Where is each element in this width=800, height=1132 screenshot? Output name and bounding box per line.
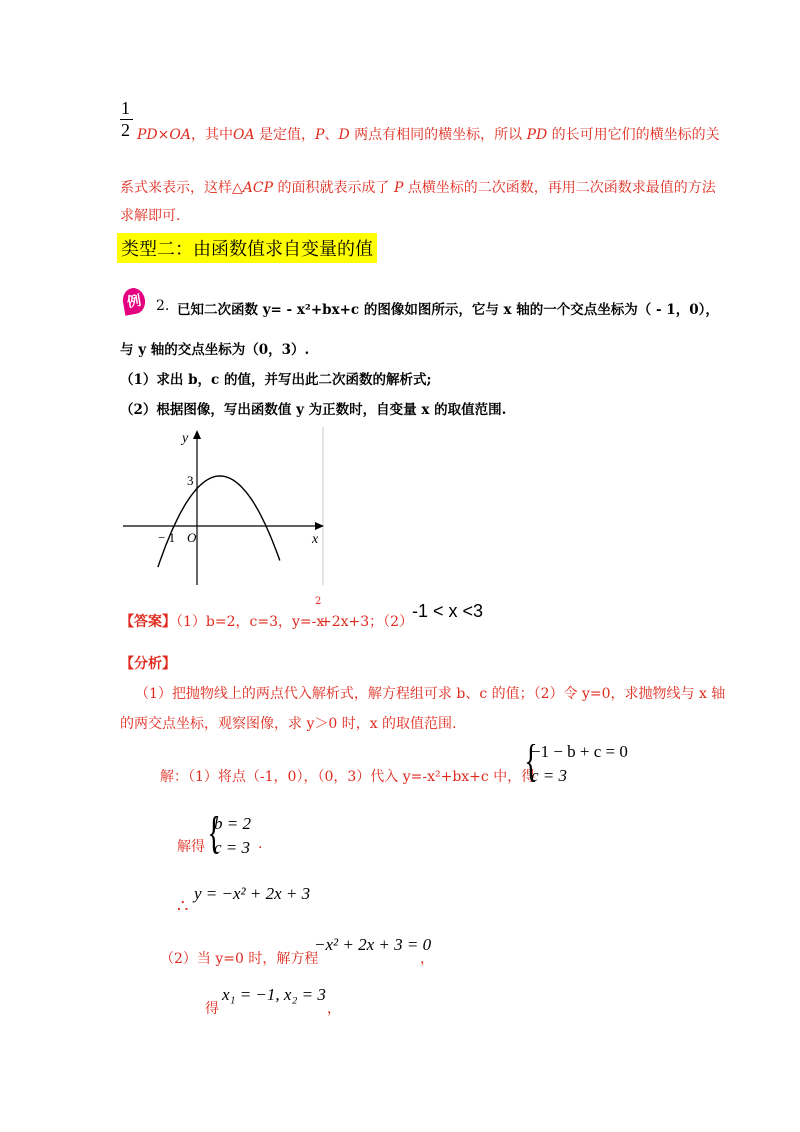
intro-line-1: [137, 124, 720, 144]
system-2-brace: {: [207, 807, 221, 858]
analysis-p2: 的两交点坐标，观察图像，求 y＞0 时，x 的取值范围.: [120, 716, 457, 732]
text: 系式来表示，这样△: [120, 180, 243, 196]
equation-3: x₁ = −1, x₂ = 3: [222, 985, 326, 1004]
x-axis-label: x: [312, 532, 319, 547]
equation-1: y = −x² + 2x + 3: [194, 884, 311, 903]
text-p: P: [315, 127, 325, 143]
text: 点横坐标的二次函数，再用二次函数求最值的方法: [403, 180, 716, 196]
section-heading: 类型二：由函数值求自变量的值: [117, 233, 377, 263]
analysis-tag: 【分析】: [120, 656, 176, 672]
intro-line-3: 求解即可.: [120, 208, 181, 224]
system-1-row-2: c = 3: [531, 766, 568, 785]
equation-2-comma: ，: [420, 951, 434, 967]
analysis-p1: （1）把抛物线上的两点代入解析式，解方程组可求 b、c 的值；（2）令 y=0，求抛物线与 x 轴: [135, 686, 726, 702]
question-2: （2）根据图像，写出函数值 y 为正数时，自变量 x 的取值范围.: [120, 402, 507, 418]
text-d: D: [338, 127, 350, 143]
system-2-period: .: [258, 836, 263, 852]
system-2-row-2: c = 3: [214, 838, 251, 857]
text: 是定值，: [254, 127, 316, 143]
example-badge-icon: 例: [121, 286, 147, 315]
equation-3-comma: ，: [327, 1001, 341, 1017]
example-number: 2.: [156, 298, 170, 314]
question-1: （1）求出 b，c 的值，并写出此二次函数的解析式;: [120, 372, 432, 388]
system-1-brace: {: [524, 735, 538, 786]
answer-text-a: （1）b=2，c=3，y=-x: [176, 614, 325, 630]
example-text-1: 已知二次函数 y= - x²+bx+c 的图像如图所示，它与 x 轴的一个交点坐标为（ - 1，0），: [177, 302, 719, 318]
x-tick-label: − 1: [158, 530, 176, 545]
answer-tag: 【答案】: [120, 614, 176, 630]
solution-step-3: （2）当 y=0 时，解方程: [160, 951, 319, 967]
solution-step-2: 解得: [177, 839, 205, 855]
text-pd: PD: [526, 127, 548, 143]
text-pd-oa: PD×OA: [137, 127, 191, 143]
intro-line-2: [120, 177, 716, 197]
text: 的长可用它们的横坐标的关: [547, 127, 720, 143]
origin-label: O: [187, 530, 197, 545]
system-1-row-1: −1 − b + c = 0: [531, 742, 628, 761]
text-acp: ACP: [242, 180, 274, 196]
text: ，其中: [190, 127, 233, 143]
text: 的面积就表示成了: [273, 180, 394, 196]
parabola-graph: [120, 425, 330, 587]
fraction-denominator: 2: [121, 120, 130, 140]
solution-step-1: 解：（1）将点（-1，0），（0，3）代入 y=-x²+bx+c 中，得: [160, 769, 536, 785]
solution-step-4: 得: [205, 1001, 219, 1017]
example-text-2: 与 y 轴的交点坐标为（0，3）.: [120, 342, 310, 358]
therefore-icon: ∴: [177, 896, 189, 917]
text-oa: OA: [232, 127, 255, 143]
system-2-row-1: b = 2: [214, 814, 251, 833]
answer-text-b: +2x+3；（2）: [320, 614, 414, 630]
text: 、: [324, 127, 339, 143]
y-axis-arrow-icon: [193, 430, 201, 439]
y-axis-label: y: [182, 431, 189, 446]
y-tick-label: 3: [187, 473, 194, 488]
text: 两点有相同的横坐标，所以: [349, 127, 527, 143]
text-p: P: [393, 180, 404, 196]
answer-line: [120, 611, 324, 631]
answer-range: -1 < x <3: [412, 601, 484, 621]
parabola-curve: [158, 476, 280, 567]
equation-2: −x² + 2x + 3 = 0: [314, 935, 432, 954]
fraction-numerator: 1: [121, 98, 130, 118]
answer-superscript: 2: [315, 596, 322, 607]
